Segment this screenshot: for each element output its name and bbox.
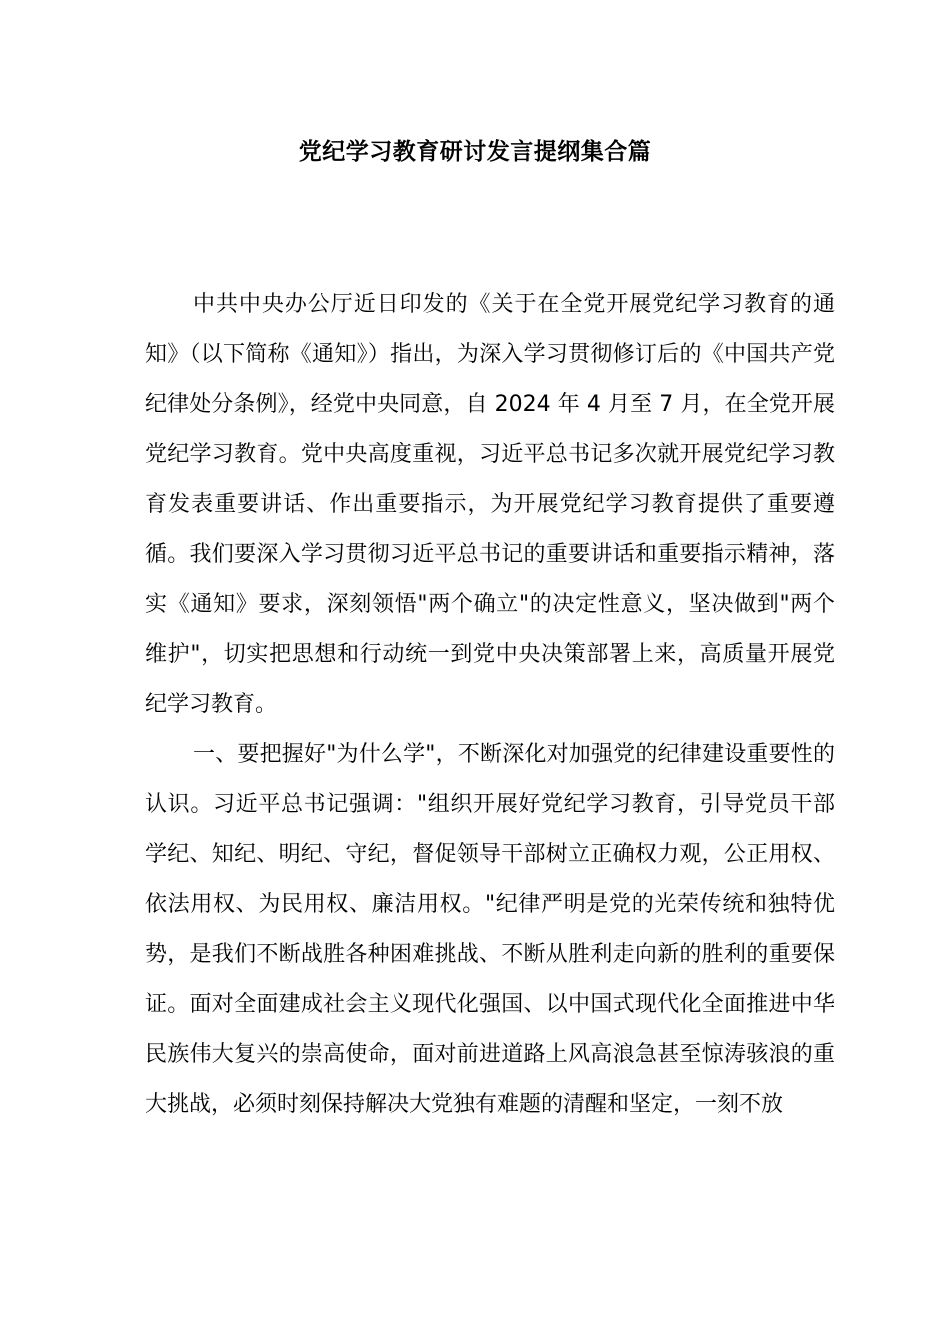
document-title: 党纪学习教育研讨发言提纲集合篇 [298,139,652,165]
paragraph-intro: 中共中央办公厅近日印发的《关于在全党开展党纪学习教育的通知》（以下简称《通知》）指出，为深入学习贯彻修订后的《中国共产党纪律处分条例》，经党中央同意，自 2024 年 4 月至 7 月，在全党开展党纪学习教育。党中央高度重视，习近平总书记多次就开展党纪学习教育发表重要讲话、作出重要指示，为开展党纪学习教育提供了重要遵循。我们要深入学习贯彻习近平总书记的重要讲话和重要指示精神，落实《通知》要求，深刻领悟"两个确立"的决定性意义，坚决做到"两个维护"，切实把思想和行动统一到党中央决策部署上来，高质量开展党纪学习教育。 [145,292,835,717]
document-body [145,280,835,1130]
paragraph-section-one: 一、要把握好"为什么学"，不断深化对加强党的纪律建设重要性的认识。习近平总书记强调："组织开展好党纪学习教育，引导党员干部学纪、知纪、明纪、守纪，督促领导干部树立正确权力观，公正用权、依法用权、为民用权、廉洁用权。"纪律严明是党的光荣传统和独特优势，是我们不断战胜各种困难挑战、不断从胜利走向新的胜利的重要保证。面对全面建成社会主义现代化强国、以中国式现代化全面推进中华民族伟大复兴的崇高使命，面对前进道路上风高浪急甚至惊涛骇浪的重大挑战，必须时刻保持解决大党独有难题的清醒和坚定，一刻不放 [145,742,835,1117]
